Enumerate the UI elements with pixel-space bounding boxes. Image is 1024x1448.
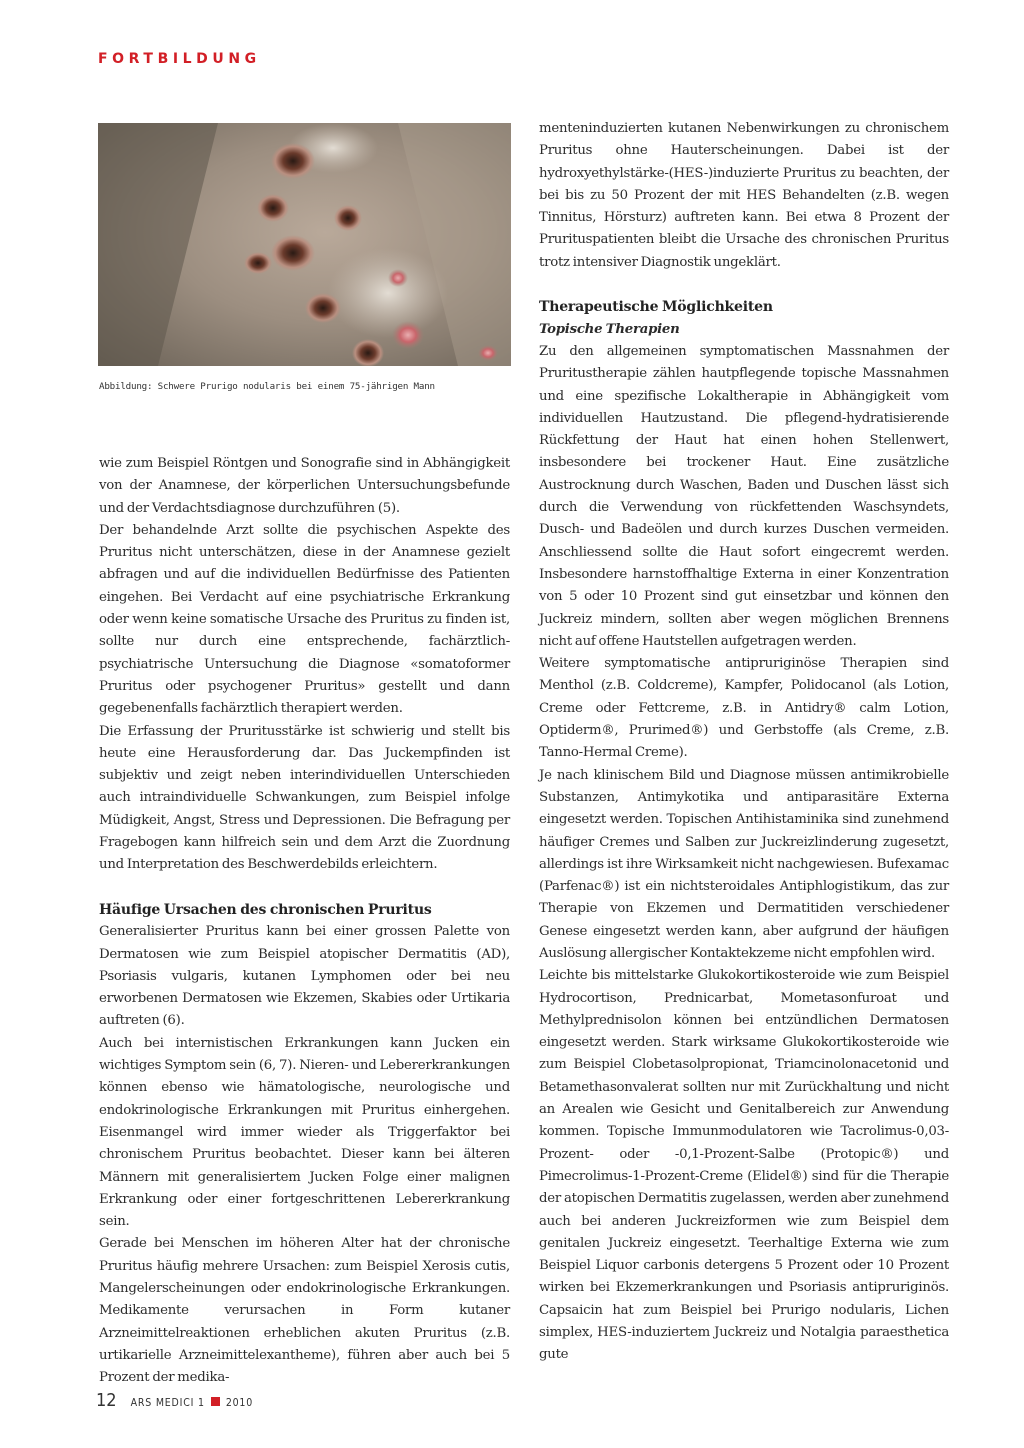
page-footer [96, 1390, 253, 1412]
clinical-photo [98, 123, 511, 366]
body-paragraph: wie zum Beispiel Röntgen und Sonografie sind in Abhängigkeit von der Anamnese, der körperlichen Untersuchungsbefunde und der Verdachtsdiagnose durchzuführen (5). [99, 456, 510, 516]
section-heading: Häufige Ursachen des chronischen Pruritus [99, 901, 432, 918]
section-heading: Therapeutische Möglichkeiten [539, 299, 773, 316]
body-paragraph: Die Erfassung der Pruritusstärke ist schwierig und stellt bis heute eine Herausforderung dar. Das Juckempfinden ist subjektiv und zeigt neben interindividuellen Unterschieden auch intraindividuelle Schwankungen, zum Beispiel infolge Müdigkeit, Angst, Stress und Depressionen. Die Befragung per Fragebogen kann hilfreich sein und dem Arzt die Zuordnung und Interpretation des Beschwerdebilds erleichtern. [99, 723, 510, 873]
body-paragraph: Der behandelnde Arzt sollte die psychischen Aspekte des Pruritus nicht unterschätzen, diese in der Anamnese gezielt abfragen und auf die individuellen Bedürfnisse des Patienten eingehen. Bei Verdacht auf eine psychiatrische Erkrankung oder wenn keine somatische Ursache des Pruritus zu finden ist, sollte nur durch eine entsprechende, fachärztlich-psychiatrische Untersuchung die Diagnose «somatoformer Pruritus oder psychogener Pruritus» gestellt und dann gegebenenfalls fachärztlich therapiert werden. [99, 522, 510, 717]
body-paragraph: menteninduzierten kutanen Nebenwirkungen zu chronischem Pruritus ohne Hauterscheinungen. Dabei ist der hydroxyethylstärke-(HES-)induzierte Pruritus zu beachten, der bei bis zu 50 Prozent der mit HES Behandelten (z.B. wegen Tinnitus, Hörsturz) auftreten kann. Bei etwa 8 Prozent der Prurituspatienten bleibt die Ursache des chronischen Pruritus trotz intensiver Diagnostik ungeklärt. [539, 121, 949, 270]
journal-name: ARS MEDICI 1 [130, 1397, 205, 1409]
publication-year: 2010 [225, 1397, 254, 1409]
body-paragraph: Leichte bis mittelstarke Glukokortikosteroide wie zum Beispiel Hydrocortison, Prednicarbat, Mometasonfuroat und Methylprednisolon können bei entzündlichen Dermatosen eingesetzt werden. Stark wirksame Glukokortikosteroide wie zum Beispiel Clobetasolpropionat, Triamcinolonacetonid und Betamethasonvalerat sollten nur mit Zurückhaltung und nicht an Arealen wie Gesicht und Genitalbereich zur Anwendung kommen. Topische Immunmodulatoren wie Tacrolimus-0,03-Prozent- oder -0,1-Prozent-Salbe (Protopic®) und Pimecrolimus-1-Prozent-Creme (Elidel®) sind für die Therapie der atopischen Dermatitis zugelassen, werden aber zunehmend auch bei anderen Juckreizformen wie zum Beispiel dem genitalen Juckreiz eingesetzt. Teerhaltige Externa wie zum Beispiel Liquor carbonis detergens 5 Prozent oder 10 Prozent wirken bei Ekzemerkrankungen und Psoriasis antipruriginös. Capsaicin hat zum Beispiel bei Prurigo nodularis, Lichen simplex, HES-induziertem Juckreiz und Notalgia paraesthetica gute [539, 968, 949, 1363]
body-paragraph: Je nach klinischem Bild und Diagnose müssen antimikrobielle Substanzen, Antimykotika und antiparasitäre Externa eingesetzt werden. Topischen Antihistaminika sind zunehmend häufiger Cremes und Salben zur Juckreizlinderung zugesetzt, allerdings ist ihre Wirksamkeit nicht nachgewiesen. Bufexamac (Parfenac®) ist ein nichtsteroidales Antiphlogistikum, das zur Therapie von Ekzemen und Dermatitiden verschiedener Genese eingesetzt werden kann, aber aufgrund der häufigen Auslösung allergischer Kontaktekzeme nicht empfohlen wird. [539, 767, 949, 961]
right-column [539, 118, 949, 1367]
square-icon [211, 1397, 220, 1406]
body-paragraph: Auch bei internistischen Erkrankungen kann Jucken ein wichtiges Symptom sein (6, 7). Nieren- und Lebererkrankungen können ebenso wie hämatologische, neurologische und endokrinologische Erkrankungen mit Pruritus einhergehen. Eisenmangel wird immer wieder als Triggerfaktor bei chronischem Pruritus beobachtet. Dieser kann bei älteren Männern mit generalisiertem Jucken Folge einer malignen Erkrankung oder einer fortgeschrittenen Lebererkrankung sein. [99, 1035, 510, 1230]
page-number: 12 [96, 1390, 117, 1411]
body-paragraph: Weitere symptomatische antipruriginöse Therapien sind Menthol (z.B. Coldcreme), Kampfer, Polidocanol (als Lotion, Creme oder Fettcreme, z.B. in Antidry® calm Lotion, Optiderm®, Prurimed®) und Gerbstoffe (als Creme, z.B. Tanno-Hermal Creme). [539, 656, 949, 761]
figure-caption: Abbildung: Schwere Prurigo nodularis bei einem 75-jährigen Mann [99, 381, 435, 392]
body-paragraph: Generalisierter Pruritus kann bei einer grossen Palette von Dermatosen wie zum Beispiel atopischer Dermatitis (AD), Psoriasis vulgaris, kutanen Lymphomen oder bei neu erworbenen Dermatosen wie Ekzemen, Skabies oder Urtikaria auftreten (6). [99, 924, 510, 1029]
body-paragraph: Gerade bei Menschen im höheren Alter hat der chronische Pruritus häufig mehrere Ursachen: zum Beispiel Xerosis cutis, Mangelerscheinungen oder endokrinologische Erkrankungen. Medikamente verursachen in Form kutaner Arzneimittelreaktionen erheblichen akuten Pruritus (z.B. urtikarielle Arzneimittelexantheme), führen aber auch bei 5 Prozent der medika- [99, 1236, 510, 1386]
section-label: FORTBILDUNG [98, 51, 261, 67]
subsection-heading: Topische Therapien [539, 321, 680, 337]
prurigo-nodularis-image [98, 123, 511, 366]
left-column [99, 453, 510, 1389]
body-paragraph: Zu den allgemeinen symptomatischen Massnahmen der Pruritustherapie zählen hautpflegende topische Massnahmen und eine spezifische Lokaltherapie in Abhängigkeit vom individuellen Hautzustand. Die pflegend-hydratisierende Rückfettung der Haut hat einen hohen Stellenwert, insbesondere bei trockener Haut. Eine zusätzliche Austrocknung durch Waschen, Baden und Duschen lässt sich durch die Verwendung von rückfettenden Waschsyndets, Dusch- und Badeölen und durch kurzes Duschen vermeiden. Anschliessend sollte die Haut sofort eingecremt werden. Insbesondere harnstoffhaltige Externa in einer Konzentration von 5 oder 10 Prozent sind gut einsetzbar und können den Juckreiz mindern, sollten aber wegen möglichen Brennens nicht auf offene Hautstellen aufgetragen werden. [539, 343, 949, 649]
